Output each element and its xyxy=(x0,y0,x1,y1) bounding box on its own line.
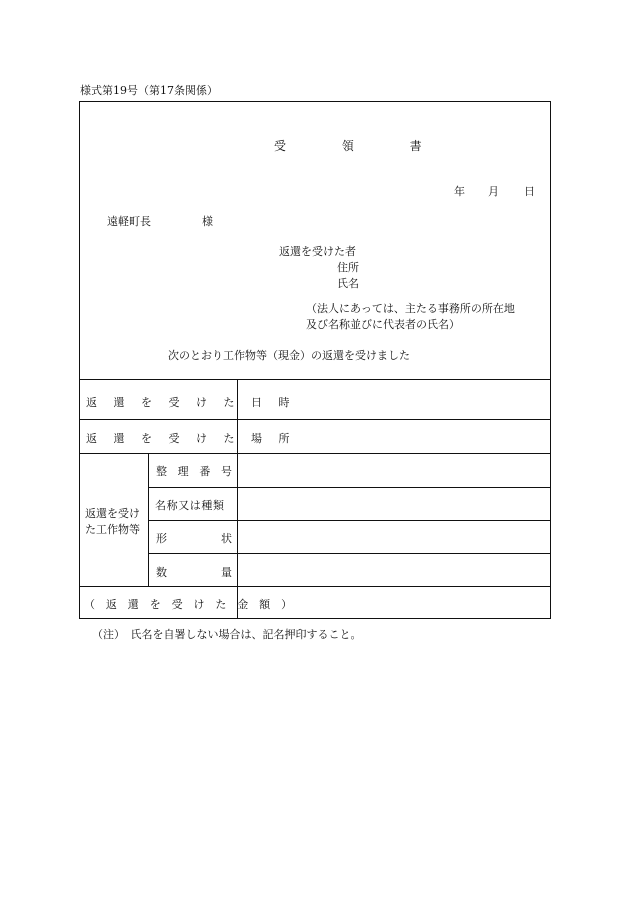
table-column-rule xyxy=(148,453,149,586)
reference-number-char: 番 xyxy=(199,465,211,478)
row-label-return-place: 返 還 を 受 け た 場 所 xyxy=(86,432,296,445)
reference-number-char: 号 xyxy=(220,465,232,478)
corporation-note-line2: 及び名称並びに代表者の氏名） xyxy=(306,318,460,331)
shape-char: 状 xyxy=(221,532,232,545)
row-group-label xyxy=(85,506,140,538)
date-day-label: 日 xyxy=(524,185,535,198)
addressee-honorific: 様 xyxy=(202,215,213,228)
shape-char: 形 xyxy=(156,532,167,545)
row-label-shape xyxy=(156,530,232,546)
form-title: 受 領 書 xyxy=(274,139,448,153)
recipient-name-label: 氏名 xyxy=(337,277,359,290)
addressee-name: 遠軽町長 xyxy=(107,215,151,228)
table-top-rule xyxy=(80,379,550,380)
reference-number-char: 整 xyxy=(156,465,167,478)
recipient-address-label: 住所 xyxy=(337,261,359,274)
date-year-label: 年 xyxy=(454,185,465,198)
form-number-label: 様式第19号（第17条関係） xyxy=(80,84,218,97)
statement-text: 次のとおり工作物等（現金）の返還を受けました xyxy=(168,349,410,362)
row-group-label-line2: た工作物等 xyxy=(85,523,140,536)
table-rule xyxy=(80,453,550,454)
table-rule xyxy=(148,487,550,488)
quantity-char: 数 xyxy=(156,566,167,579)
reference-number-char: 理 xyxy=(177,465,189,478)
table-rule xyxy=(148,520,550,521)
row-label-quantity xyxy=(156,564,232,580)
row-label-return-datetime: 返 還 を 受 け た 日 時 xyxy=(86,396,296,409)
date-month-label: 月 xyxy=(488,185,499,198)
row-label-reference-number xyxy=(156,463,232,479)
recipient-heading: 返還を受けた者 xyxy=(279,245,356,258)
table-rule xyxy=(80,419,550,420)
row-label-returned-amount: （ 返 還 を 受 け た 金 額 ） xyxy=(84,598,296,611)
table-rule xyxy=(80,586,550,587)
row-group-label-line1: 返還を受け xyxy=(85,507,140,520)
corporation-note-line1: （法人にあっては、主たる事務所の所在地 xyxy=(306,302,515,315)
table-rule xyxy=(148,553,550,554)
row-label-name-or-type: 名称又は種類 xyxy=(155,499,225,512)
footnote: （注） 氏名を自署しない場合は、記名押印すること。 xyxy=(92,628,362,641)
table-column-rule xyxy=(237,379,238,618)
quantity-char: 量 xyxy=(221,566,232,579)
